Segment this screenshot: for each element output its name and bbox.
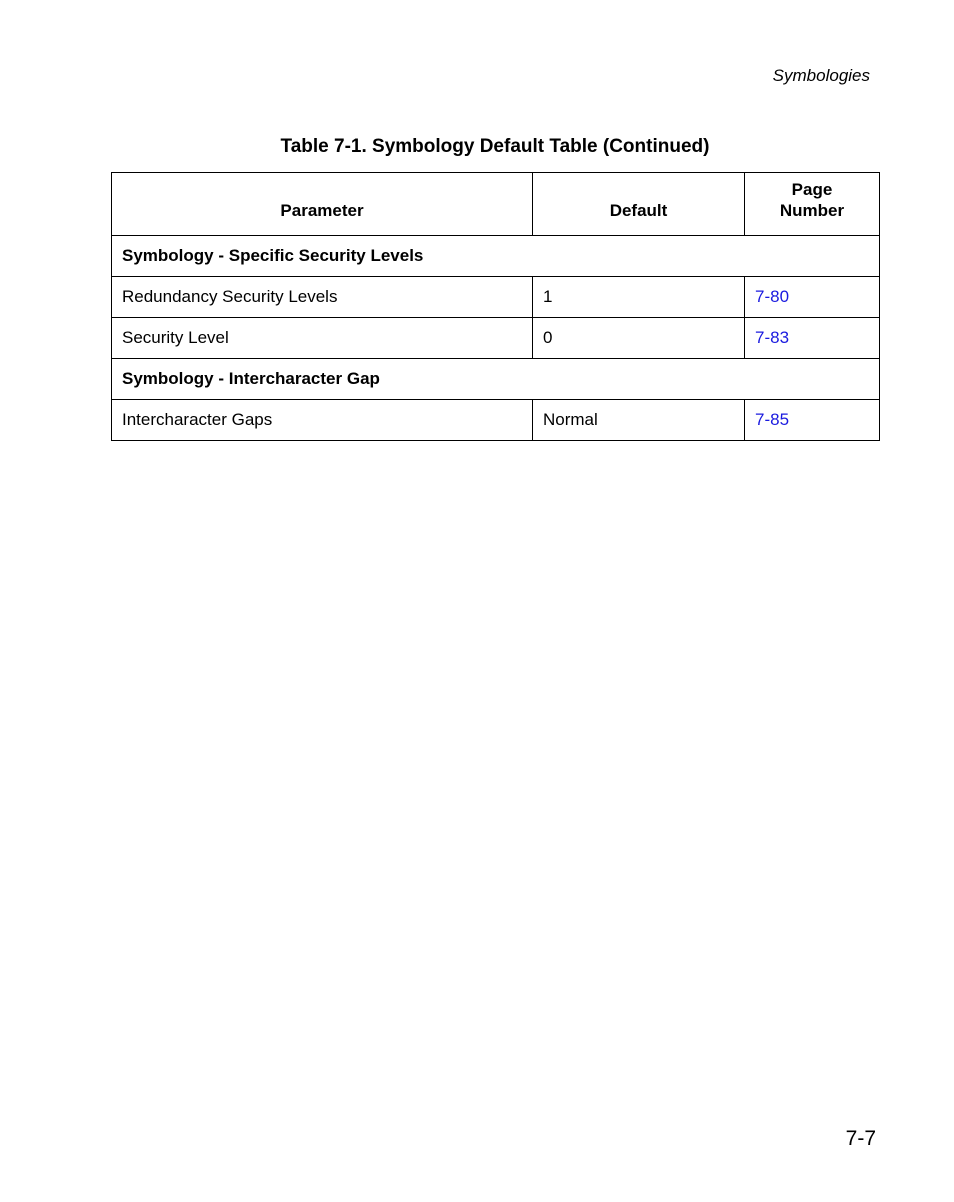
page-number: 7-7: [845, 1127, 876, 1150]
section-row: [112, 236, 880, 277]
table-row: [112, 318, 880, 359]
table-header-row: [112, 173, 880, 236]
section-row: [112, 359, 880, 400]
symbology-default-table: [111, 172, 880, 441]
page-link[interactable]: 7-85: [755, 410, 790, 429]
column-header-page-line2: Number: [779, 201, 845, 220]
column-header-default: Default: [533, 173, 745, 236]
page-cell: [745, 318, 880, 359]
table-row: [112, 277, 880, 318]
section-title: Symbology - Intercharacter Gap: [112, 359, 880, 400]
column-header-parameter: Parameter: [112, 173, 533, 236]
parameter-cell: Redundancy Security Levels: [112, 277, 533, 318]
table-row: [112, 400, 880, 441]
page-link[interactable]: 7-83: [755, 328, 790, 347]
parameter-cell: Intercharacter Gaps: [112, 400, 533, 441]
page-link[interactable]: 7-80: [755, 287, 790, 306]
running-header: Symbologies: [772, 66, 870, 85]
page-cell: [745, 277, 880, 318]
table-caption: Table 7-1. Symbology Default Table (Continued): [280, 136, 710, 157]
column-header-page-line1: Page: [791, 180, 833, 199]
default-cell: Normal: [533, 400, 745, 441]
parameter-cell: Security Level: [112, 318, 533, 359]
default-cell: 0: [533, 318, 745, 359]
column-header-page-number: [745, 173, 880, 236]
default-cell: 1: [533, 277, 745, 318]
section-title: Symbology - Specific Security Levels: [112, 236, 880, 277]
page-cell: [745, 400, 880, 441]
